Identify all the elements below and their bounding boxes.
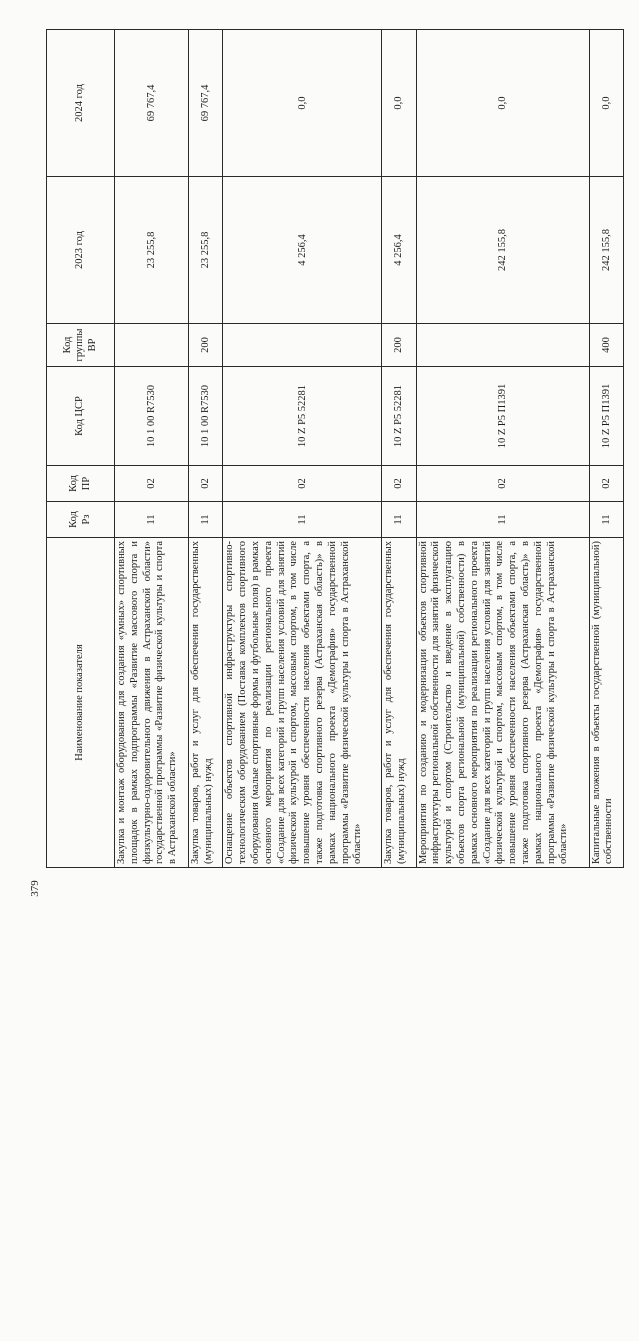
header-2024: 2024 год (47, 30, 115, 177)
row-pr: 02 (115, 466, 189, 502)
budget-table (46, 29, 624, 868)
header-csr: Код ЦСР (47, 367, 115, 466)
row-name: Капитальные вложения в объекты государственной (муниципальной) собственности (589, 538, 623, 868)
row-2024: 0,0 (382, 30, 416, 177)
row-2024: 69 767,4 (115, 30, 189, 177)
row-2023: 23 255,8 (115, 177, 189, 324)
row-csr: 10 Z P5 П1391 (416, 367, 589, 466)
row-pr: 02 (416, 466, 589, 502)
row-2024: 69 767,4 (189, 30, 223, 177)
row-csr: 10 1 00 R7530 (189, 367, 223, 466)
row-2023: 242 155,8 (416, 177, 589, 324)
row-pr: 02 (589, 466, 623, 502)
row-vr (115, 324, 189, 367)
row-csr: 10 Z P5 52281 (223, 367, 382, 466)
row-2023: 4 256,4 (223, 177, 382, 324)
row-vr: 400 (589, 324, 623, 367)
table-row (189, 30, 223, 868)
header-2023: 2023 год (47, 177, 115, 324)
row-name: Мероприятия по созданию и модернизации объектов спортивной инфраструктуры региональной собственности для занятий физической культурой и спортом (Строительство и введение в эксплуатацию объектов спорта региональной (муниципальной) собственности) в рамках основного мероприятия по реализации регионального проекта «Создание для всех категорий и групп населения условий для занятий физической культурой и спортом, массовым спортом, в том числе повышение уровня обеспеченности населения объектами спорта, а также подготовка спортивного резерва (Астраханская область)» в рамках национального проекта «Демография» государственной программы «Развитие физической культуры и спорта в Астраханской области» (416, 538, 589, 868)
header-pr: Код ПР (47, 466, 115, 502)
row-csr: 10 Z P5 52281 (382, 367, 416, 466)
header-vr: Код группы ВР (47, 324, 115, 367)
header-name: Наименование показателя (47, 538, 115, 868)
table-row (416, 30, 589, 868)
row-rz: 11 (223, 502, 382, 538)
table-row (115, 30, 189, 868)
row-2023: 242 155,8 (589, 177, 623, 324)
row-name: Закупка товаров, работ и услуг для обеспечения государственных (муниципальных) нужд (382, 538, 416, 868)
row-pr: 02 (382, 466, 416, 502)
row-2023: 4 256,4 (382, 177, 416, 324)
row-csr: 10 1 00 R7530 (115, 367, 189, 466)
row-name: Оснащение объектов спортивной инфраструктуры спортивно-технологическим оборудованием (Поставка комплектов спортивного оборудования (малые спортивные формы и футбольные поля) в рамках основного мероприятия по реализации регионального проекта «Создание для всех категорий и групп населения условий для занятий физической культурой и спортом, массовым спортом, в том числе повышение уровня обеспеченности населения объектами спорта, а также подготовка спортивного резерва (Астраханская область)» в рамках национального проекта «Демография» государственной программы «Развитие физической культуры и спорта в Астраханской области» (223, 538, 382, 868)
row-vr (223, 324, 382, 367)
row-rz: 11 (115, 502, 189, 538)
row-rz: 11 (589, 502, 623, 538)
row-2024: 0,0 (589, 30, 623, 177)
row-csr: 10 Z P5 П1391 (589, 367, 623, 466)
page-number: 379 (29, 880, 41, 897)
row-pr: 02 (189, 466, 223, 502)
row-rz: 11 (189, 502, 223, 538)
row-name: Закупка товаров, работ и услуг для обеспечения государственных (муниципальных) нужд (189, 538, 223, 868)
row-name: Закупка и монтаж оборудования для создания «умных» спортивных площадок в рамках подпрограммы «Развитие массового спорта и физкультурно-оздоровительного движения в Астраханской области» государственной программы «Развитие физической культуры и спорта в Астраханской области» (115, 538, 189, 868)
row-vr (416, 324, 589, 367)
row-pr: 02 (223, 466, 382, 502)
table-row (223, 30, 382, 868)
table-header-row (47, 30, 115, 868)
row-2023: 23 255,8 (189, 177, 223, 324)
header-rz: Код Рз (47, 502, 115, 538)
budget-table-sheet (46, 30, 624, 868)
row-rz: 11 (416, 502, 589, 538)
row-rz: 11 (382, 502, 416, 538)
table-row (382, 30, 416, 868)
table-row (589, 30, 623, 868)
row-2024: 0,0 (223, 30, 382, 177)
row-vr: 200 (189, 324, 223, 367)
row-vr: 200 (382, 324, 416, 367)
row-2024: 0,0 (416, 30, 589, 177)
